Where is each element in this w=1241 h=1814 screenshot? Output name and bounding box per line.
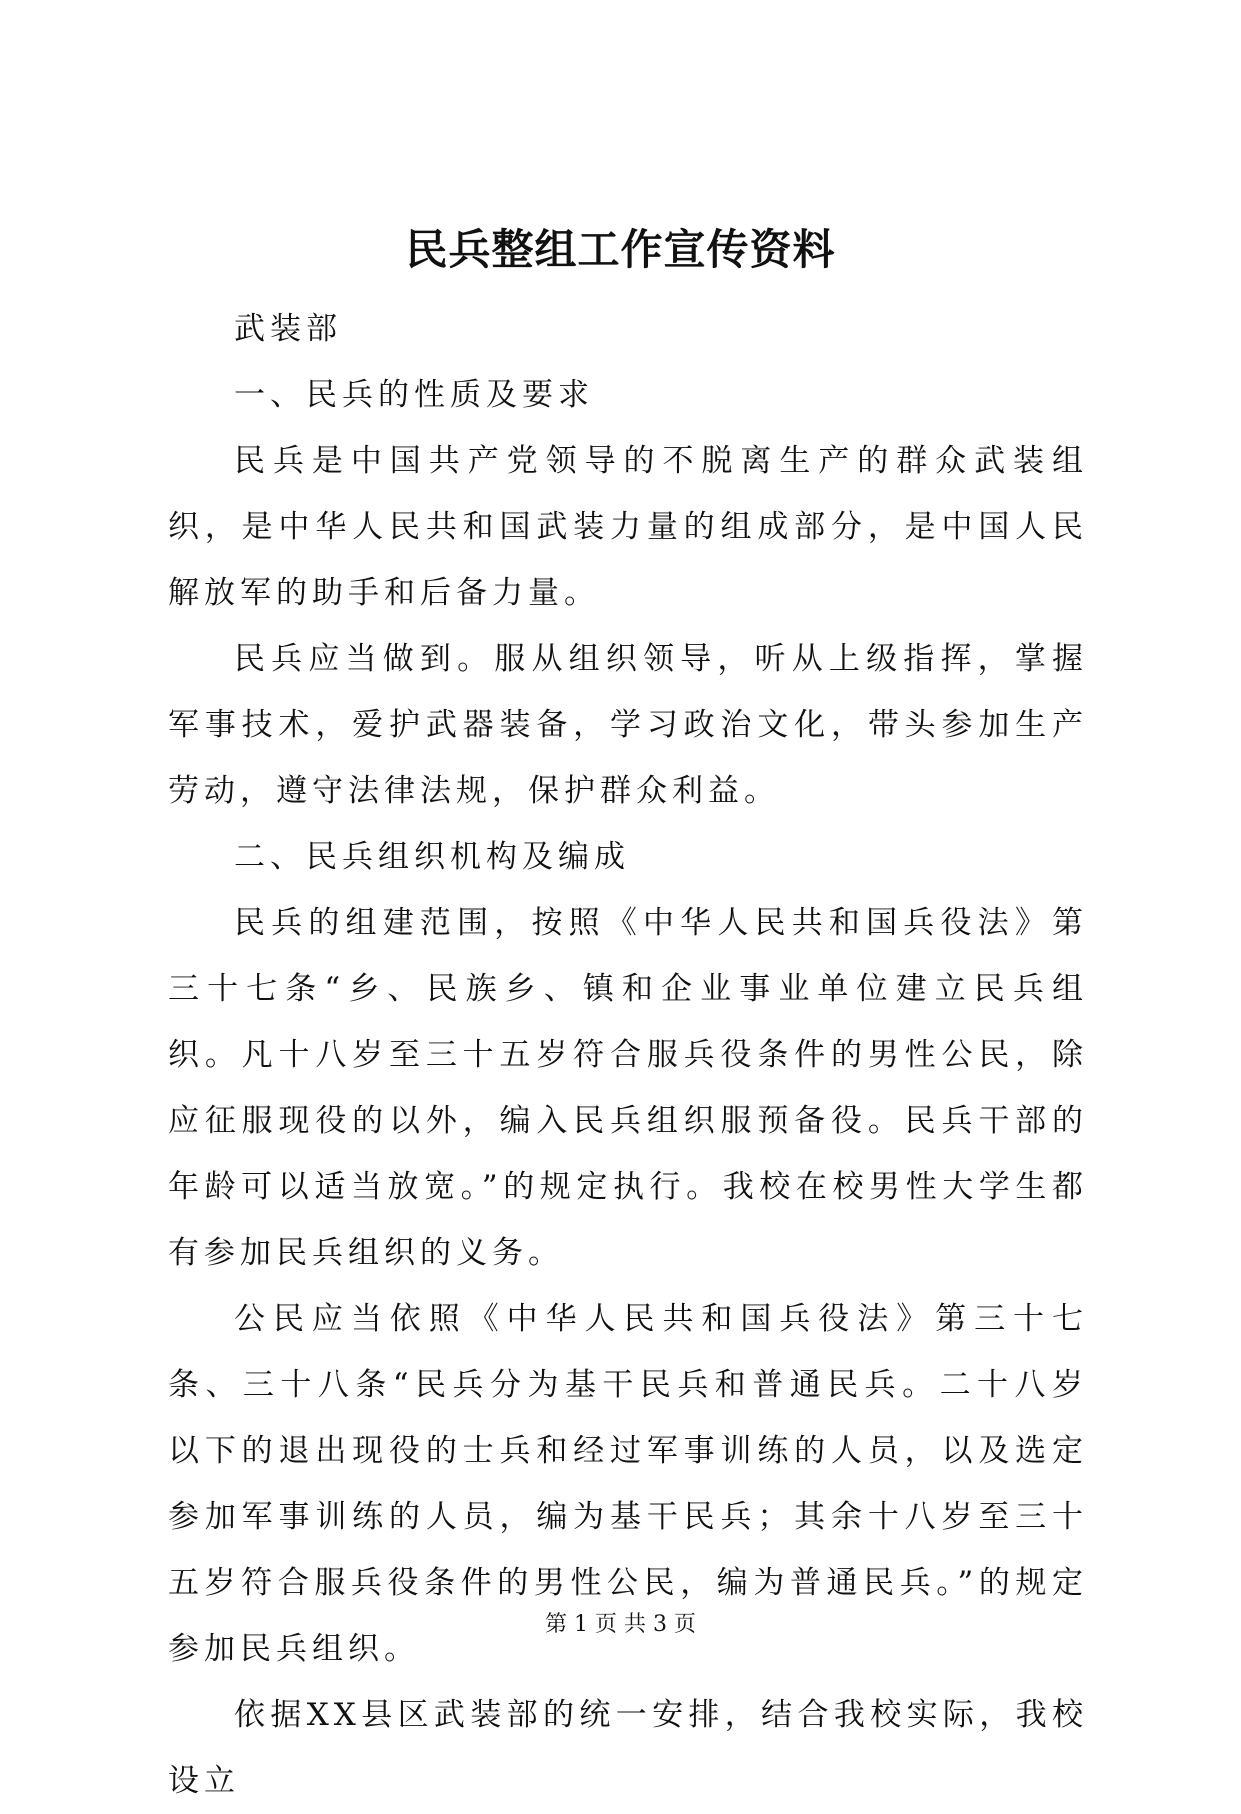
section-heading-1: 一、民兵的性质及要求 <box>234 377 594 413</box>
page-footer <box>0 1610 1241 1640</box>
document-title: 民兵整组工作宣传资料 <box>405 225 836 274</box>
page-number-label: 第 1 页 共 3 页 <box>545 1612 696 1637</box>
section-heading-2: 二、民兵组织机构及编成 <box>234 839 630 875</box>
paragraph: 依据XX县区武装部的统一安排，结合我校实际，我校设立 <box>168 1697 1088 1799</box>
document-body <box>168 296 1088 1814</box>
paragraph: 民兵应当做到。服从组织领导，听从上级指挥，掌握军事技术，爱护武器装备，学习政治文化，带头参加生产劳动，遵守法律法规，保护群众利益。 <box>168 641 1088 809</box>
paragraph-department: 武装部 <box>234 311 342 347</box>
paragraph: 民兵是中国共产党领导的不脱离生产的群众武装组织，是中华人民共和国武装力量的组成部分，是中国人民解放军的助手和后备力量。 <box>168 443 1088 611</box>
paragraph: 公民应当依照《中华人民共和国兵役法》第三十七条、三十八条“民兵分为基干民兵和普通民兵。二十八岁以下的退出现役的士兵和经过军事训练的人员，以及选定参加军事训练的人员，编为基干民兵；其余十八岁至三十五岁符合服兵役条件的男性公民，编为普通民兵。”的规定参加民兵组织。 <box>168 1301 1088 1667</box>
paragraph: 民兵的组建范围，按照《中华人民共和国兵役法》第三十七条“乡、民族乡、镇和企业事业单位建立民兵组织。凡十八岁至三十五岁符合服兵役条件的男性公民，除应征服现役的以外，编入民兵组织服预备役。民兵干部的年龄可以适当放宽。”的规定执行。我校在校男性大学生都有参加民兵组织的义务。 <box>168 905 1088 1271</box>
